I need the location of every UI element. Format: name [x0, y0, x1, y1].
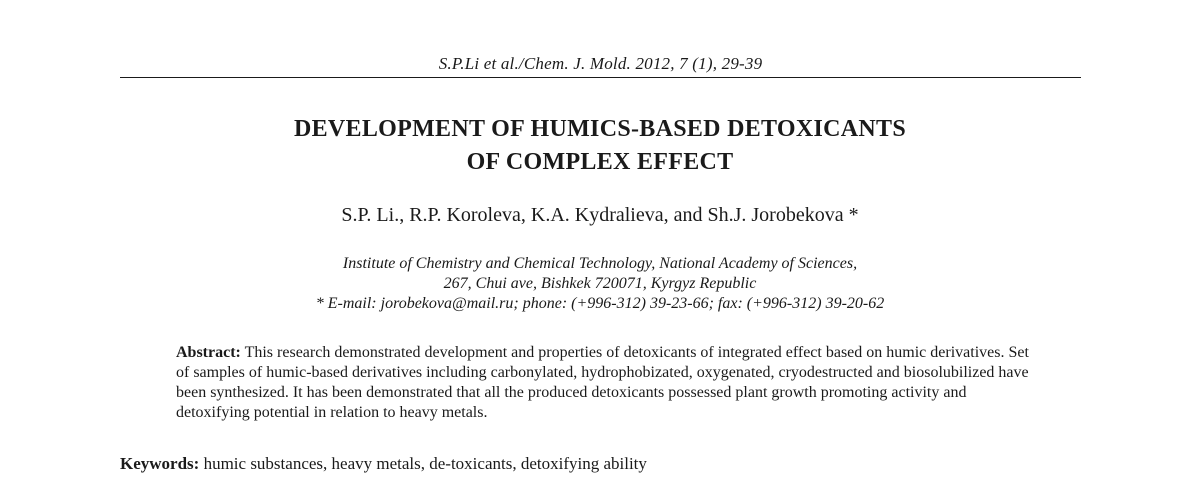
keywords-text: humic substances, heavy metals, de-toxicants, detoxifying ability — [199, 454, 647, 473]
contact-line: * E-mail: jorobekova@mail.ru; phone: (+996-312) 39-23-66; fax: (+996-312) 39-20-62 — [315, 295, 885, 312]
affiliation-line-2: 267, Chui ave, Bishkek 720071, Kyrgyz Republic — [443, 275, 757, 292]
header-rule — [120, 77, 1081, 78]
title-line-1: DEVELOPMENT OF HUMICS-BASED DETOXICANTS — [293, 116, 907, 142]
affiliation-line-1: Institute of Chemistry and Chemical Technology, National Academy of Sciences, — [342, 255, 858, 272]
paper-title — [0, 113, 1200, 179]
author-list: S.P. Li., R.P. Koroleva, K.A. Kydralieva, and Sh.J. Jorobekova * — [341, 204, 859, 226]
keywords-label: Keywords: — [120, 454, 200, 473]
abstract-label: Abstract: — [176, 344, 241, 361]
abstract — [176, 343, 1036, 423]
affiliation — [0, 254, 1200, 314]
running-header: S.P.Li et al./Chem. J. Mold. 2012, 7 (1), 29-39 — [438, 54, 763, 73]
title-line-2: OF COMPLEX EFFECT — [466, 149, 734, 175]
keywords — [120, 454, 1081, 474]
abstract-text: This research demonstrated development and properties of detoxicants of integrated effect based on humic derivatives. Set of samples of humic-based derivatives including carbonylated, hydrophobizated, oxygenated, cryodestructed and biosolubilized have been synthesized. It has been demonstrated that all the produced detoxicants possessed plant growth promoting activity and detoxifying potential in relation to heavy metals. — [176, 344, 1029, 421]
